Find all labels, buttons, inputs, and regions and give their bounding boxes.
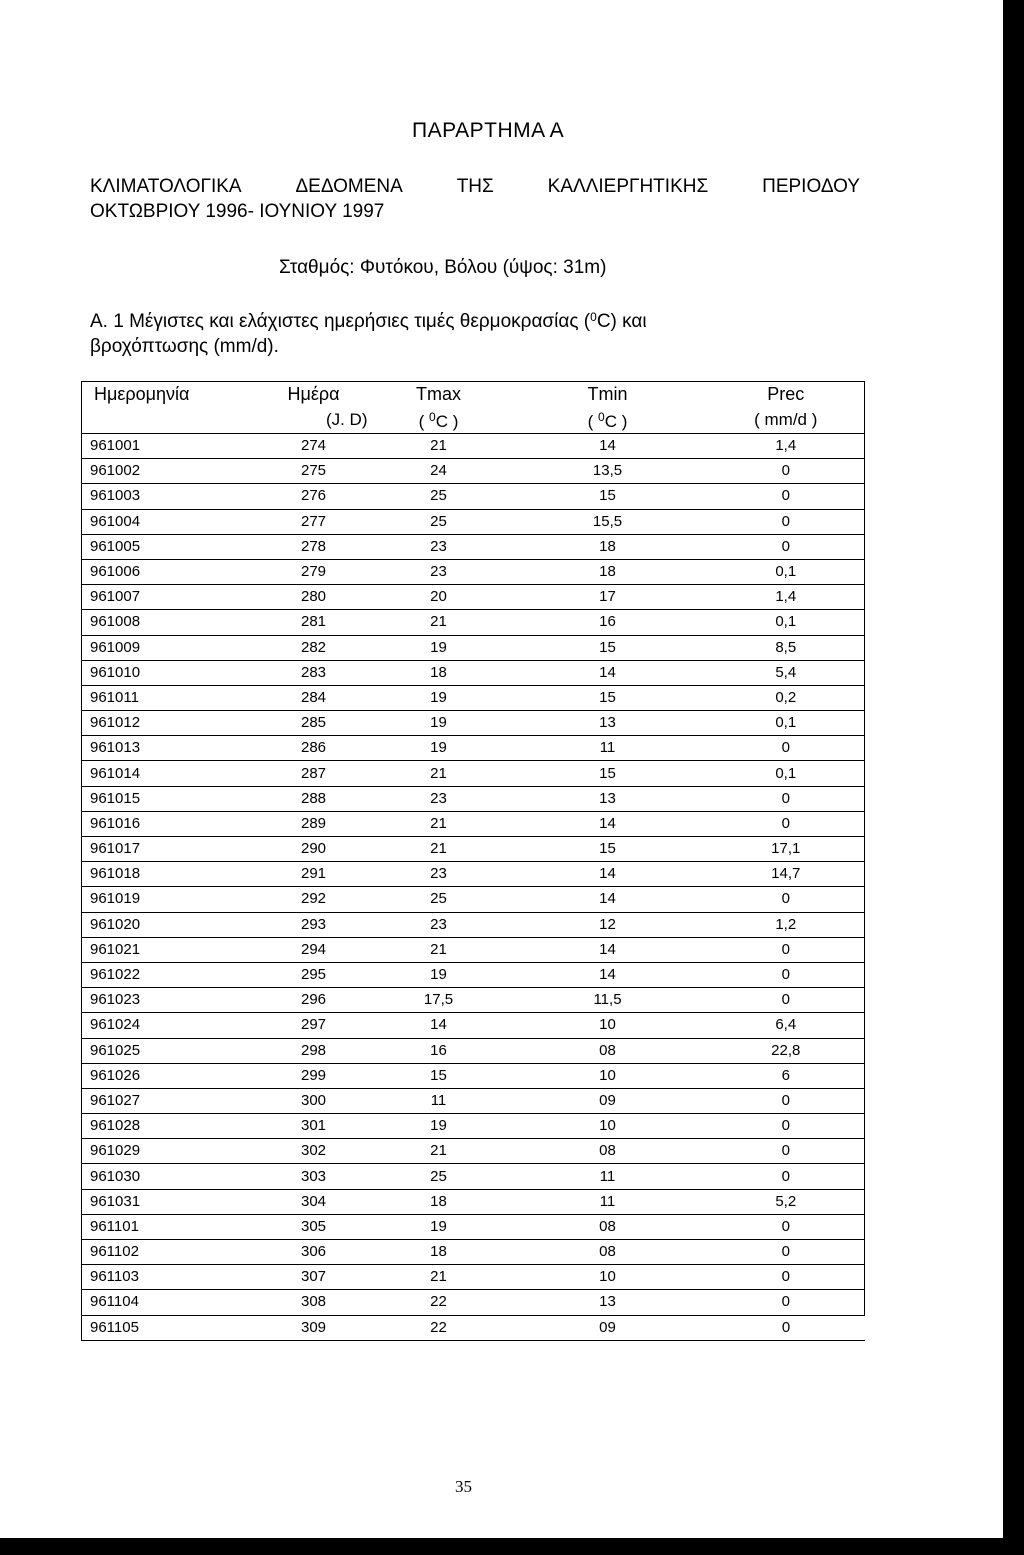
cell-date: 961021 — [82, 937, 258, 962]
table-header-row — [82, 382, 865, 407]
cell-date: 961014 — [82, 761, 258, 786]
cell-tmin: 15 — [508, 635, 708, 660]
heading-word: ΚΑΛΛΙΕΡΓΗΤΙΚΗΣ — [547, 176, 709, 197]
cell-tmax: 19 — [370, 1214, 508, 1239]
cell-tmax: 19 — [370, 962, 508, 987]
heading-word: ΠΕΡΙΟΔΟΥ — [762, 176, 860, 197]
cell-julian-day: 302 — [258, 1139, 370, 1164]
cell-tmax: 19 — [370, 635, 508, 660]
cell-julian-day: 282 — [258, 635, 370, 660]
cell-date: 961006 — [82, 559, 258, 584]
table-row — [82, 1038, 865, 1063]
cell-julian-day: 296 — [258, 988, 370, 1013]
cell-tmax: 25 — [370, 887, 508, 912]
cell-prec: 8,5 — [708, 635, 865, 660]
cell-tmax: 21 — [370, 837, 508, 862]
cell-julian-day: 295 — [258, 962, 370, 987]
cell-prec: 0 — [708, 1265, 865, 1290]
cell-date: 961030 — [82, 1164, 258, 1189]
cell-prec: 0 — [708, 1290, 865, 1315]
cell-julian-day: 292 — [258, 887, 370, 912]
cell-prec: 0,1 — [708, 711, 865, 736]
cell-tmax: 19 — [370, 736, 508, 761]
cell-prec: 5,2 — [708, 1189, 865, 1214]
cell-tmax: 19 — [370, 685, 508, 710]
cell-date: 961019 — [82, 887, 258, 912]
cell-julian-day: 297 — [258, 1013, 370, 1038]
cell-julian-day: 277 — [258, 509, 370, 534]
cell-date: 961020 — [82, 912, 258, 937]
table-row — [82, 1290, 865, 1315]
cell-date: 961016 — [82, 811, 258, 836]
cell-julian-day: 285 — [258, 711, 370, 736]
cell-tmin: 10 — [508, 1063, 708, 1088]
cell-date: 961026 — [82, 1063, 258, 1088]
cell-tmax: 21 — [370, 610, 508, 635]
cell-date: 961102 — [82, 1240, 258, 1265]
cell-tmin: 10 — [508, 1114, 708, 1139]
heading-word: ΚΛΙΜΑΤΟΛΟΓΙΚΑ — [90, 176, 242, 197]
cell-date: 961005 — [82, 534, 258, 559]
cell-julian-day: 300 — [258, 1088, 370, 1113]
cell-prec: 0 — [708, 962, 865, 987]
cell-tmin: 08 — [508, 1214, 708, 1239]
table-row — [82, 1063, 865, 1088]
cell-tmin: 15 — [508, 837, 708, 862]
cell-prec: 14,7 — [708, 862, 865, 887]
cell-tmax: 22 — [370, 1290, 508, 1315]
cell-date: 961022 — [82, 962, 258, 987]
cell-date: 961003 — [82, 484, 258, 509]
cell-tmin: 11 — [508, 736, 708, 761]
cell-prec: 0 — [708, 786, 865, 811]
cell-date: 961023 — [82, 988, 258, 1013]
heading-word: ΤΗΣ — [456, 176, 494, 197]
cell-date: 961013 — [82, 736, 258, 761]
table-row — [82, 736, 865, 761]
table-row — [82, 1315, 865, 1340]
cell-date: 961001 — [82, 434, 258, 459]
cell-prec: 0 — [708, 509, 865, 534]
table-row — [82, 459, 865, 484]
cell-tmax: 17,5 — [370, 988, 508, 1013]
cell-tmin: 08 — [508, 1240, 708, 1265]
cell-julian-day: 280 — [258, 585, 370, 610]
cell-date: 961104 — [82, 1290, 258, 1315]
cell-julian-day: 276 — [258, 484, 370, 509]
page-number: 35 — [455, 1477, 472, 1496]
cell-tmax: 25 — [370, 1164, 508, 1189]
cell-tmax: 18 — [370, 660, 508, 685]
cell-tmin: 11 — [508, 1164, 708, 1189]
cell-tmin: 14 — [508, 887, 708, 912]
cell-tmin: 14 — [508, 434, 708, 459]
cell-prec: 6 — [708, 1063, 865, 1088]
cell-tmax: 22 — [370, 1315, 508, 1340]
table-row — [82, 635, 865, 660]
cell-date: 961029 — [82, 1139, 258, 1164]
cell-date: 961015 — [82, 786, 258, 811]
cell-julian-day: 289 — [258, 811, 370, 836]
column-unit-day: (J. D) — [258, 406, 370, 434]
table-row — [82, 685, 865, 710]
table-row — [82, 937, 865, 962]
cell-prec: 0 — [708, 887, 865, 912]
cell-date: 961004 — [82, 509, 258, 534]
cell-tmin: 17 — [508, 585, 708, 610]
degree-superscript: 0 — [590, 310, 597, 324]
cell-tmax: 11 — [370, 1088, 508, 1113]
table-row — [82, 484, 865, 509]
table-row — [82, 610, 865, 635]
cell-date: 961025 — [82, 1038, 258, 1063]
cell-julian-day: 288 — [258, 786, 370, 811]
cell-prec: 0 — [708, 937, 865, 962]
cell-prec: 0 — [708, 1240, 865, 1265]
table-row — [82, 761, 865, 786]
cell-prec: 22,8 — [708, 1038, 865, 1063]
table-row — [82, 509, 865, 534]
cell-date: 961010 — [82, 660, 258, 685]
table-body — [82, 434, 865, 1341]
cell-prec: 6,4 — [708, 1013, 865, 1038]
cell-julian-day: 293 — [258, 912, 370, 937]
cell-date: 961027 — [82, 1088, 258, 1113]
station-info: Σταθμός: Φυτόκου, Βόλου (ύψος: 31m) — [279, 257, 607, 278]
column-unit-tmax: ( $^0$C ) — [370, 406, 508, 434]
table-row — [82, 1013, 865, 1038]
table-row — [82, 786, 865, 811]
cell-julian-day: 308 — [258, 1290, 370, 1315]
cell-prec: 0 — [708, 1139, 865, 1164]
table-row — [82, 1114, 865, 1139]
cell-date: 961009 — [82, 635, 258, 660]
cell-tmax: 14 — [370, 1013, 508, 1038]
cell-date: 961002 — [82, 459, 258, 484]
cell-julian-day: 298 — [258, 1038, 370, 1063]
cell-prec: 0,2 — [708, 685, 865, 710]
table-row — [82, 534, 865, 559]
cell-date: 961011 — [82, 685, 258, 710]
cell-julian-day: 294 — [258, 937, 370, 962]
column-unit-date — [82, 406, 258, 434]
table-row — [82, 962, 865, 987]
cell-date: 961007 — [82, 585, 258, 610]
cell-julian-day: 305 — [258, 1214, 370, 1239]
cell-tmax: 21 — [370, 937, 508, 962]
cell-tmin: 08 — [508, 1038, 708, 1063]
cell-tmax: 20 — [370, 585, 508, 610]
cell-tmax: 25 — [370, 484, 508, 509]
cell-tmax: 24 — [370, 459, 508, 484]
cell-julian-day: 304 — [258, 1189, 370, 1214]
cell-julian-day: 279 — [258, 559, 370, 584]
cell-tmax: 21 — [370, 761, 508, 786]
table-row — [82, 660, 865, 685]
cell-julian-day: 286 — [258, 736, 370, 761]
table-row — [82, 434, 865, 459]
cell-julian-day: 307 — [258, 1265, 370, 1290]
cell-tmax: 23 — [370, 559, 508, 584]
cell-prec: 1,2 — [708, 912, 865, 937]
cell-tmax: 23 — [370, 786, 508, 811]
cell-julian-day: 309 — [258, 1315, 370, 1340]
cell-tmin: 09 — [508, 1088, 708, 1113]
table-row — [82, 811, 865, 836]
cell-tmin: 13 — [508, 711, 708, 736]
cell-tmin: 10 — [508, 1265, 708, 1290]
table-row — [82, 837, 865, 862]
table-row — [82, 988, 865, 1013]
cell-prec: 0 — [708, 988, 865, 1013]
cell-prec: 1,4 — [708, 585, 865, 610]
cell-julian-day: 301 — [258, 1114, 370, 1139]
cell-tmax: 19 — [370, 1114, 508, 1139]
cell-prec: 0 — [708, 1088, 865, 1113]
caption-text: Α. 1 Μέγιστες και ελάχιστες ημερήσιες τιμές θερμοκρασίας ( — [90, 311, 591, 332]
cell-prec: 0 — [708, 484, 865, 509]
table-caption — [90, 310, 647, 333]
cell-tmin: 14 — [508, 660, 708, 685]
cell-tmax: 21 — [370, 434, 508, 459]
cell-tmin: 15 — [508, 484, 708, 509]
table-row — [82, 1189, 865, 1214]
cell-tmin: 15 — [508, 685, 708, 710]
caption-text: C) και — [596, 311, 647, 332]
column-unit-tmin: ( $^0$C ) — [508, 406, 708, 434]
table-row — [82, 1214, 865, 1239]
cell-tmin: 13,5 — [508, 459, 708, 484]
cell-julian-day: 281 — [258, 610, 370, 635]
cell-tmin: 12 — [508, 912, 708, 937]
heading-word: ΔΕΔΟΜΕΝΑ — [295, 176, 403, 197]
cell-tmax: 21 — [370, 1265, 508, 1290]
cell-date: 961008 — [82, 610, 258, 635]
cell-prec: 0 — [708, 1315, 865, 1340]
cell-tmax: 21 — [370, 811, 508, 836]
heading-line-1 — [90, 176, 860, 198]
cell-tmin: 11 — [508, 1189, 708, 1214]
cell-julian-day: 284 — [258, 685, 370, 710]
cell-tmin: 14 — [508, 937, 708, 962]
table-row — [82, 1265, 865, 1290]
cell-prec: 0,1 — [708, 761, 865, 786]
cell-tmin: 10 — [508, 1013, 708, 1038]
table-row — [82, 585, 865, 610]
cell-tmin: 09 — [508, 1315, 708, 1340]
cell-date: 961105 — [82, 1315, 258, 1340]
column-header-day: Ημέρα — [258, 382, 370, 407]
cell-julian-day: 290 — [258, 837, 370, 862]
cell-date: 961024 — [82, 1013, 258, 1038]
cell-prec: 1,4 — [708, 434, 865, 459]
cell-date: 961017 — [82, 837, 258, 862]
cell-tmin: 15 — [508, 761, 708, 786]
cell-prec: 0 — [708, 811, 865, 836]
cell-tmax: 18 — [370, 1240, 508, 1265]
cell-julian-day: 299 — [258, 1063, 370, 1088]
cell-tmin: 14 — [508, 962, 708, 987]
cell-tmax: 23 — [370, 862, 508, 887]
cell-tmax: 23 — [370, 534, 508, 559]
climate-data-table — [81, 381, 865, 1341]
column-header-prec: Prec — [708, 382, 865, 407]
cell-prec: 0 — [708, 1214, 865, 1239]
cell-prec: 0 — [708, 1114, 865, 1139]
cell-tmin: 18 — [508, 534, 708, 559]
cell-julian-day: 283 — [258, 660, 370, 685]
table-caption-line-2: βροχόπτωσης (mm/d). — [90, 336, 279, 357]
column-header-tmax: Tmax — [370, 382, 508, 407]
cell-prec: 0 — [708, 459, 865, 484]
column-unit-prec: ( mm/d ) — [708, 406, 865, 434]
cell-tmax: 16 — [370, 1038, 508, 1063]
cell-julian-day: 278 — [258, 534, 370, 559]
cell-tmax: 23 — [370, 912, 508, 937]
cell-date: 961101 — [82, 1214, 258, 1239]
cell-date: 961012 — [82, 711, 258, 736]
table-row — [82, 711, 865, 736]
cell-tmin: 11,5 — [508, 988, 708, 1013]
cell-tmax: 18 — [370, 1189, 508, 1214]
cell-prec: 5,4 — [708, 660, 865, 685]
cell-tmin: 08 — [508, 1139, 708, 1164]
cell-tmin: 18 — [508, 559, 708, 584]
table-row — [82, 887, 865, 912]
cell-julian-day: 306 — [258, 1240, 370, 1265]
table-unit-row — [82, 406, 865, 434]
cell-tmin: 14 — [508, 862, 708, 887]
column-header-date: Ημερομηνία — [82, 382, 258, 407]
cell-julian-day: 275 — [258, 459, 370, 484]
cell-date: 961103 — [82, 1265, 258, 1290]
cell-tmin: 13 — [508, 1290, 708, 1315]
cell-prec: 0,1 — [708, 610, 865, 635]
table-row — [82, 1240, 865, 1265]
cell-tmin: 15,5 — [508, 509, 708, 534]
heading-line-2: ΟΚΤΩΒΡΙΟΥ 1996- ΙΟΥΝΙΟΥ 1997 — [90, 201, 385, 222]
table-row — [82, 1139, 865, 1164]
table-row — [82, 912, 865, 937]
cell-tmin: 16 — [508, 610, 708, 635]
cell-prec: 0 — [708, 1164, 865, 1189]
cell-julian-day: 303 — [258, 1164, 370, 1189]
table-row — [82, 1164, 865, 1189]
column-header-tmin: Tmin — [508, 382, 708, 407]
cell-tmin: 13 — [508, 786, 708, 811]
cell-julian-day: 287 — [258, 761, 370, 786]
climate-table-wrapper — [81, 381, 864, 1341]
table-row — [82, 862, 865, 887]
cell-prec: 17,1 — [708, 837, 865, 862]
cell-tmax: 25 — [370, 509, 508, 534]
cell-prec: 0 — [708, 534, 865, 559]
cell-date: 961018 — [82, 862, 258, 887]
cell-tmax: 15 — [370, 1063, 508, 1088]
table-row — [82, 559, 865, 584]
appendix-title: ΠΑΡΑΡΤΗΜΑ Α — [412, 119, 565, 142]
cell-prec: 0 — [708, 736, 865, 761]
cell-date: 961031 — [82, 1189, 258, 1214]
cell-tmin: 14 — [508, 811, 708, 836]
cell-julian-day: 274 — [258, 434, 370, 459]
table-row — [82, 1088, 865, 1113]
cell-tmax: 21 — [370, 1139, 508, 1164]
cell-tmax: 19 — [370, 711, 508, 736]
cell-julian-day: 291 — [258, 862, 370, 887]
cell-prec: 0,1 — [708, 559, 865, 584]
cell-date: 961028 — [82, 1114, 258, 1139]
